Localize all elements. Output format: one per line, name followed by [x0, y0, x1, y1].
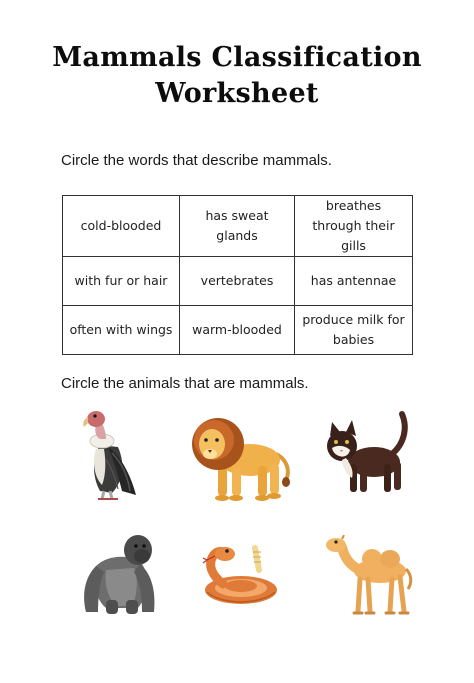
word-cell[interactable]: often with wings: [63, 306, 180, 355]
word-cell[interactable]: has antennae: [295, 257, 413, 306]
words-table: [62, 195, 413, 355]
instruction-animals: Circle the animals that are mammals.: [61, 375, 309, 392]
word-cell[interactable]: warm-blooded: [180, 306, 295, 355]
instruction-words: Circle the words that describe mammals.: [61, 152, 332, 169]
cat-icon[interactable]: [318, 408, 414, 498]
word-cell[interactable]: produce milk for babies: [295, 306, 413, 355]
table-row: [63, 306, 413, 355]
page-title: [0, 40, 474, 112]
table-row: [63, 257, 413, 306]
lion-icon[interactable]: [188, 410, 300, 506]
word-cell[interactable]: vertebrates: [180, 257, 295, 306]
vulture-icon[interactable]: [78, 405, 142, 501]
word-cell[interactable]: with fur or hair: [63, 257, 180, 306]
gorilla-icon[interactable]: [76, 526, 162, 616]
word-cell[interactable]: breathes through their gills: [295, 196, 413, 257]
title-line-2: Worksheet: [155, 78, 319, 109]
word-cell[interactable]: has sweat glands: [180, 196, 295, 257]
title-line-1: Mammals Classification: [52, 42, 422, 73]
word-cell[interactable]: cold-blooded: [63, 196, 180, 257]
snake-icon[interactable]: [193, 540, 289, 610]
camel-icon[interactable]: [322, 535, 418, 617]
table-row: [63, 196, 413, 257]
